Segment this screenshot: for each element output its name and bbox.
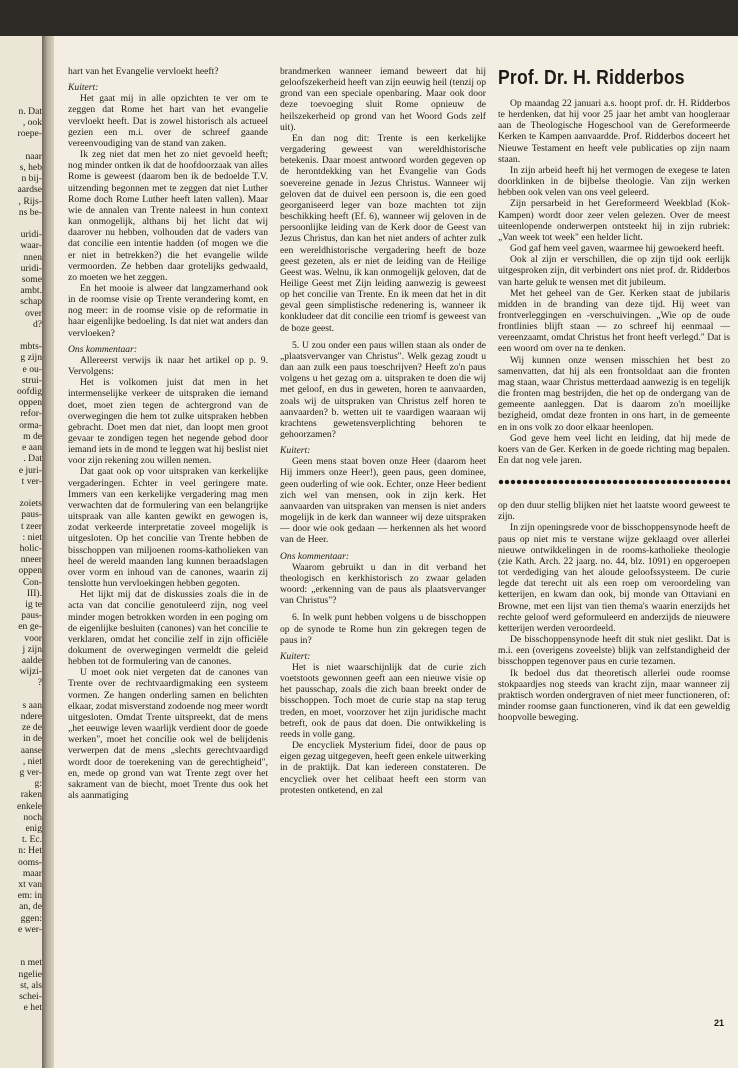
previous-page-line — [2, 330, 42, 341]
previous-page-line: en ge- — [18, 621, 42, 633]
previous-page-line: oofdig — [16, 386, 42, 398]
paragraph: In zijn arbeid heeft hij het vermogen de exegese te laten doorklinken in de bijbelse theologie. Van zijn werken hebben ook velen van ons veel geleerd. — [498, 164, 730, 199]
paragraph: Ook al zijn er verschillen, die op zijn tijd ook eerlijk uitgesproken zijn, dit verbindert ons niet prof. dr. Ridderbos van harte geluk te wensen met dit jubileum. — [498, 254, 730, 288]
previous-page-line: oppen — [18, 397, 42, 409]
previous-page-line: n: Het — [18, 845, 42, 857]
paragraph: Het lijkt mij dat de diskussies zoals die in de acta van dat concilie genotuleerd zijn, nog veel minder mogen betrokken worden in een poging om de eigenlijke besluiten (canones) van het concilie te verklaren, omdat het concilie zelf in zijn officiële dokument de overwegingen vermeldt die geleid hebben tot de formulering van de canones. — [68, 589, 268, 668]
previous-page-line: . Dat — [23, 453, 42, 465]
previous-page-line — [2, 487, 42, 498]
previous-page-text — [2, 106, 42, 1013]
paragraph: Het gaat mij in alle opzichten te ver om te zeggen dat Rome het hart van het evangelie vervloekt heeft. Dat is zowel historisch als actueel gezien een m.i. over de schreef gaande vereenvoudiging van de stand van zaken. — [68, 93, 268, 149]
previous-page-line: d? — [32, 318, 42, 330]
previous-page-line: t. Ec. — [22, 834, 42, 846]
previous-page-line: , niet — [22, 755, 42, 767]
paragraph-continuation: op den duur stellig blijken niet het laatste woord geweest te zijn. — [498, 500, 730, 523]
previous-page-line: refor- — [20, 408, 42, 420]
previous-page-line: n bij- — [21, 173, 42, 185]
previous-page-line: maar — [22, 867, 42, 879]
previous-page-line: nneer — [20, 554, 42, 566]
previous-page-line: ngelie — [18, 968, 42, 980]
previous-page-line: xt van — [18, 879, 42, 891]
previous-page-line: over — [24, 307, 42, 319]
paragraph: Op maandag 22 januari a.s. hoopt prof. dr. H. Ridderbos te herdenken, dat hij voor 25 jaar het ambt van hoogleraar aan de Theologische Hogeschool van de Gereformeerde Kerken te Kampen aanvaardde. Prof. Ridderbos doceert het Nieuwe Testament en heeft vele publicaties op zijn naam staan. — [498, 98, 730, 165]
paragraph-continuation: brandmerken wanneer iemand beweert dat hij geloofszekerheid heeft van zijn eeuwig heil (tenzij op grond van een speciale openbaring. Maar ook door deze toevoeging sluit Rome opnieuw de heilszekerheid op grond van het Woord Gods zelf uit). — [280, 66, 486, 133]
previous-page-line: voor — [24, 632, 42, 644]
previous-page-line: ns be- — [18, 206, 42, 218]
previous-page-line: nnen — [23, 251, 42, 263]
previous-page-line: s aan — [22, 699, 42, 711]
previous-page-line: zoiets — [19, 498, 42, 510]
previous-page-line: e ou- — [22, 363, 42, 375]
previous-page-line: t zeer — [20, 520, 42, 532]
previous-page-line: e aan — [22, 442, 42, 454]
book-gutter — [42, 36, 54, 1068]
previous-page-line: st, als — [20, 979, 42, 991]
previous-page-line: enkele — [16, 800, 42, 812]
previous-page-line: ze de — [22, 722, 42, 734]
interview-continuation — [498, 500, 730, 723]
paragraph: De encycliek Mysterium fidei, door de paus op eigen gezag uitgegeven, heeft geen enkele uitwerking in de praktijk. Dat kan iedereen constateren. De encycliek over het celibaat heeft een storm van protesten ontketend, en zal — [280, 740, 486, 796]
previous-page-line: g: — [34, 778, 42, 790]
previous-page-line: oppen — [18, 565, 42, 577]
paragraph-continuation: hart van het Evangelie vervloekt heeft? — [68, 66, 219, 77]
article-heading: Prof. Dr. H. Ridderbos — [498, 67, 685, 89]
previous-page-line: in de — [23, 733, 42, 745]
previous-page-line: orma- — [19, 419, 42, 431]
previous-page-line: paus- — [21, 610, 42, 622]
previous-page-line: uridi- — [20, 229, 42, 241]
previous-page-line: aanse — [20, 744, 42, 756]
paragraph: Dat gaat ook op voor uitspraken van kerkelijke vergaderingen. Echter in veel geringere mate. Immers van een kerkelijke vergadering mag men verwachten dat de formulering van een belangrijke uitspraak van alle kanten gewikt en gewogen is, zodat verkeerde interpretatie zoveel mogelijk is uitgesloten. Op het concilie van Trente hebben de bisschoppen van miljoenen rooms-katholieken van heel de wereld maanden lang kunnen beraadslagen over vorm en inhoud van de canones, waarin zij tenslotte hun vervloekingen hebben gegoten. — [68, 466, 268, 590]
previous-page-line: ggen: — [20, 912, 42, 924]
paragraph: De bisschoppensynode heeft dit stuk niet geslikt. Dat is m.i. een (overigens zoveelste) blijk van zelfstandigheid der bisschoppen tegenover paus en curie tezamen. — [498, 634, 730, 668]
previous-page-line: s, heb — [19, 162, 42, 174]
previous-page-line: n met — [20, 957, 42, 969]
previous-page-line: e wer- — [17, 923, 42, 935]
paragraph: Het is niet waarschijnlijk dat de curie zich voetstoots gewonnen geeft aan een nieuwe visie op het pausschap, zoals die zich baan breekt onder de bisschoppen. Toch moet de curie stap na stap terug treden, en moet, voorzover het zijn juridische macht betreft, ook de paus dat doen. Die ontwikkeling is reeds in volle gang. — [280, 661, 486, 740]
previous-page-line: raken — [20, 789, 42, 801]
previous-page-line: , ook — [22, 117, 42, 129]
previous-page-line: ambt. — [20, 285, 42, 297]
previous-page-line — [2, 689, 42, 700]
previous-page-line — [2, 218, 42, 229]
background-top — [0, 0, 738, 36]
column-right — [498, 66, 730, 723]
previous-page-line: enig — [25, 823, 42, 834]
speaker-label: Ons kommentaar: — [280, 550, 350, 562]
article-ridderbos — [498, 98, 730, 466]
previous-page-line: e juri- — [18, 464, 42, 476]
magazine-page — [54, 36, 738, 1068]
previous-page-line: : niet — [22, 531, 42, 543]
previous-page-line: strui- — [21, 374, 42, 386]
previous-page-line: Con- — [22, 576, 42, 588]
wavy-divider — [498, 476, 730, 488]
paragraph: En dan nog dit: Trente is een kerkelijke vergadering geweest van wereldhistorische betekenis. Daar moest antwoord worden gegeven op de herontdekking van het Evangelie van Gods soevereine genade in Jezus Christus. Wanneer wij geloven dat de duivel een persoon is, die een goed georganiseerd leger van boze machten tot zijn beschikking heeft (Ef. 6), wanneer wij geloven in de persoonlijke leiding van de Kerk door de Geest van Jezus Christus, dan kan het niet anders of achter zulk een wereldhistorische vergadering heeft de boze geest gezeten, als er niet de leiding van de Heilige Geest was. Welnu, ik kan onmogelijk geloven, dat de Heilige Geest met Zijn leiding aanwezig is geweest op het concilie van Trente. En ik meen dat het in dit geval geen simplistische redenering is, wanneer ik konkludeer dat dit concilie een triomf is geweest van de boze geest. — [280, 132, 486, 334]
previous-page-line — [2, 935, 42, 946]
paragraph: Waarom gebruikt u dan in dit verband het theologisch en kerkhistorisch zo zwaar geladen woord: „erkenning van de paus als plaatsvervanger van Christus"? — [280, 561, 486, 607]
previous-page-line: ndere — [20, 710, 42, 722]
previous-page-line: j zijn — [22, 643, 42, 655]
previous-page-line: holic- — [19, 542, 42, 554]
paragraph: God geve hem veel licht en leiding, dat hij mede de koers van de Ger. Kerken in de goede richting mag bepalen. En dat nog vele jaren. — [498, 432, 730, 466]
speaker-label: Kuitert: — [280, 445, 311, 457]
paragraph: Wij kunnen onze wensen misschien het best zo samenvatten, dat hij als een frontsoldaat aan die fronten mag staan, waar Christus metterdaad aanwezig is en tegelijk die fronten mag bestrijden, die het op de ondergang van de gemeente aanleggen. Dat is daarom zo'n moeilijke bezigheid, omdat deze fronten in ons hart, in de gemeente en in ons volk zo door elkaar heenlopen. — [498, 354, 730, 433]
previous-page-line — [2, 140, 42, 151]
previous-page-line: g ver- — [19, 766, 42, 778]
paragraph: Zijn persarbeid in het Gereformeerd Weekblad (Kok-Kampen) wordt door zeer velen gelezen. Over de meest uiteenlopende onderwerpen ontsteekt hij in zijn rubriek: „Van week tot week" een helder licht. — [498, 198, 730, 243]
previous-page-line: roepe- — [17, 128, 42, 140]
previous-page — [0, 36, 42, 1068]
previous-page-line: aalde — [21, 654, 42, 666]
previous-page-line: waar- — [20, 240, 42, 252]
paragraph: Ik zeg niet dat men het zo niet gevoeld heeft; nog minder ontken ik dat de hoofdoorzaak van alles Rome is geweest (daarom ben ik de bedoelde T.V. uitzending begonnen met te zeggen dat niet Luther Rome doch Rome Luther heeft laten vallen). Maar wie de annalen van Trente naleest in hun context kan onmogelijk, althans bij het licht dat wij daarover nu hebben, volhouden dat de vaders van dat concilie een intentie hadden (of mogen we die er niet in betrekken?) die het evangelie wilde vermoorden. Ze hebben daar grotelijks gedwaald, zo moeten we het zeggen. — [68, 149, 268, 283]
page-number: 21 — [713, 1018, 724, 1028]
previous-page-line: schei- — [19, 991, 42, 1003]
previous-page-line: naar — [25, 150, 42, 162]
previous-page-line: m de — [23, 430, 42, 442]
paragraph: Ik bedoel dus dat theoretisch allerlei oude roomse stokpaardjes nog steeds van kracht zijn, maar wanneer zij praktisch worden ondergraven of niet meer functioneren, of: minder roomse gaan functioneren, vind ik dat een geweldig hoopvolle beweging. — [498, 667, 730, 724]
previous-page-line: e het — [23, 1002, 42, 1014]
previous-page-line: an, de — [19, 901, 42, 913]
previous-page-line: uridi- — [20, 262, 42, 274]
speaker-label: Kuitert: — [280, 650, 311, 662]
previous-page-line: schap — [20, 296, 42, 308]
previous-page-line: noch — [23, 811, 42, 823]
interview-question: 5. U zou onder een paus willen staan als onder de „plaatsvervanger van Christus". Welk gezag zoudt u dan aan zulk een paus toeschrijven? Heeft zo'n paus volgens u het gezag om a. uitspraken te doen die wij met geloof, en dus in geweten, horen te aanvaarden, zoals wij de uitspraken van Christus zelf horen te aanvaarden? b. wetten uit te vaardigen waaraan wij krachtens gewetensverplichting behoren te gehoorzamen? — [280, 339, 486, 440]
paragraph: God gaf hem veel gaven, waarmee hij gewoekerd heeft. — [510, 243, 725, 255]
paragraph: Het is volkomen juist dat men in het intermenselijke verkeer de uitspraken die iemand doet, moet zien tegen de achtergrond van de overwegingen die hem tot zulke uitspraken hebben gebracht. Doet men dat niet, dan loopt men groot gevaar te zondigen tegen het negende gebod door iemand iets in de mond te leggen wat hij beslist niet voor zijn rekening zou willen nemen. — [68, 377, 268, 467]
previous-page-line — [2, 946, 42, 957]
speaker-label: Ons kommentaar: — [68, 343, 138, 355]
previous-page-line: ig te — [25, 598, 42, 610]
previous-page-line: some — [21, 274, 42, 286]
previous-page-line: aardse — [17, 184, 42, 196]
previous-page-line: , Rijs- — [18, 195, 42, 207]
paragraph: Met het geheel van de Ger. Kerken staat de jubilaris midden in de branding van deze tijd. Hij weet van frontverleggingen en -verschuivingen. „Wie op de oude frontlinies blijft staan — zo schreef hij eenmaal — vereenzaamt, omdat Christus het front heeft verlegd." Dat is een woord om over na te denken. — [498, 287, 730, 355]
paragraph: En het mooie is alweer dat langzamerhand ook in de roomse visie op Trente verandering komt, en nog meer: in de roomse visie op de reformatie in haar eigenlijke bedoeling. Is dat niet wat anders dan vervloeken? — [68, 282, 268, 339]
previous-page-line: ? — [37, 677, 42, 689]
previous-page-line: em: in — [17, 890, 42, 902]
interview-question: 6. In welk punt hebben volgens u de bisschoppen op de synode te Rome hun zin gekregen tegen de paus in? — [280, 612, 486, 646]
speaker-label: Kuitert: — [68, 82, 99, 94]
column-middle — [280, 66, 486, 796]
paragraph: Geen mens staat boven onze Heer (daarom heet Hij immers onze Heer!), geen paus, geen dominee, geen ouderling of wie ook. Echter, onze Heer bedient zich wel van mensen, ook in zijn kerk. Het aanvaarden van uitspraken van mensen is niet anders mogelijk in de kerk dan wanneer wij deze uitspraken — door wie ook gedaan — herkennen als het woord van de Heer. — [280, 456, 486, 546]
column-left — [68, 66, 268, 801]
previous-page-line: ooms- — [18, 856, 42, 868]
previous-page-line: wijzi- — [19, 666, 42, 678]
previous-page-line: mbts- — [20, 341, 42, 353]
previous-page-line: g zijn — [20, 352, 42, 364]
previous-page-line: n. Dat — [18, 106, 42, 117]
paragraph: Allereerst verwijs ik naar het artikel op p. 9. Vervolgens: — [68, 354, 268, 378]
paragraph: In zijn openingsrede voor de bisschoppensynode heeft de paus op niet mis te verstane wijze geklaagd over allerlei nieuwe ontwikkelingen in de rooms-katholieke theologie (zie Kath. Arch. 22 jaarg. no. 44, blz. 1091) en opgeroepen tot verdediging van het aloude geloofssysteem. De curie legde dat terecht uit als een roep om veroordeling van ketterijen, en kwam dan ook, bij monde van Ottaviani en Browne, met een lijst van tien thema's waarin enerzijds het rechte geloof werd geformuleerd en anderzijds de nieuwere ketterijen werden veroordeeld. — [498, 522, 730, 634]
paragraph: U moet ook niet vergeten dat de canones van Trente over de rechtvaardigmaking een systeem vormen. Ze hangen onderling samen en belichten elkaar, zodat misverstand zodoende nog meer wordt uitgesloten. Omdat Trente uitspreekt, dat de mens „het eeuwige leven waarlijk verdient door de goede werken", moet het concilie ook wel de belijdenis verwerpen dat de mens „slechts gerechtvaardigd wordt door de toerekening van de gerechtigheid", en, mede op grond van wat Trente zegt over het sakrament van de biecht, moet Trente dus ook het als aanmatiging — [68, 667, 268, 801]
previous-page-line: paus- — [21, 509, 42, 521]
previous-page-line: III). — [26, 587, 42, 599]
previous-page-line: t ver- — [21, 475, 42, 487]
